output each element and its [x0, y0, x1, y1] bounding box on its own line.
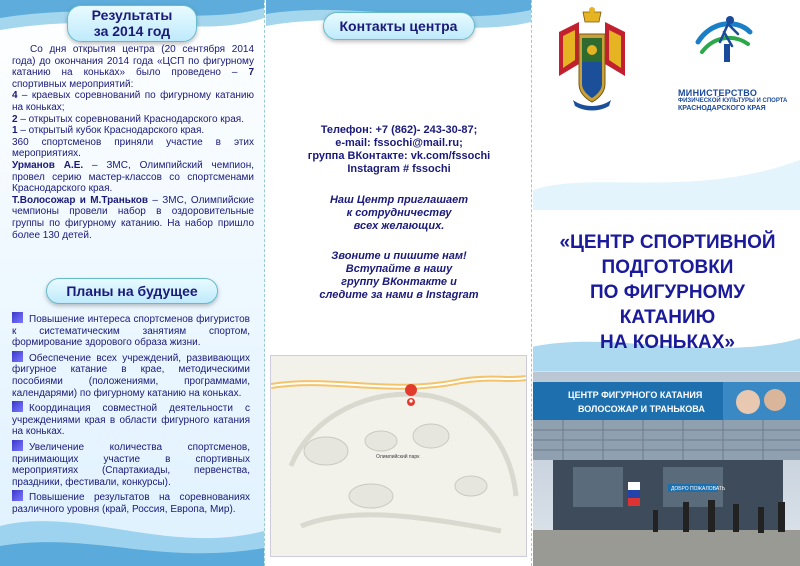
contacts-heading: Контакты центра: [323, 12, 475, 40]
results-p4-num: 1: [12, 125, 18, 137]
map-label-olympic-park: Олимпийский парк: [376, 454, 420, 460]
results-p1-count: 7: [248, 67, 254, 79]
plans-heading: Планы на будущее: [46, 278, 218, 304]
square-bullet-icon: [12, 351, 23, 362]
invite-line: Наш Центр приглашает: [329, 194, 469, 206]
ministry-name: [678, 88, 796, 112]
krasnodar-coat-of-arms-icon: [553, 4, 631, 114]
cover-title: [540, 230, 795, 355]
contact-email[interactable]: e-mail: fssochi@mail.ru;: [335, 137, 463, 149]
plans-list: [12, 312, 250, 516]
call-block: [266, 250, 532, 302]
cover-title-line: ПО ФИГУРНОМУ КАТАНИЮ: [590, 282, 745, 328]
welcome-sign: ДОБРО ПОЖАЛОВАТЬ: [671, 486, 726, 492]
plan-item: Увеличение количества спортсменов, принимающих участие в спортивных мероприятиях (Спартакиады, первенства, праздники, фестивали, конкурсы).: [12, 441, 250, 488]
ministry-sub2: КРАСНОДАРСКОГО КРАЯ: [678, 105, 766, 112]
results-p1: Со дня открытия центра (20 сентября 2014 года) до окончания 2014 года «ЦСП по фигурному катанию на коньках» было проведено –: [12, 44, 254, 79]
results-p2: – краевых соревнований по фигурному катанию на коньках;: [12, 90, 254, 113]
results-title-line2: за 2014 год: [93, 23, 171, 39]
square-bullet-icon: [12, 401, 23, 412]
square-bullet-icon: [12, 440, 23, 451]
ministry-title: МИНИСТЕРСТВО: [678, 88, 758, 98]
call-line: Звоните и пишите нам!: [331, 250, 467, 262]
ministry-sub1: ФИЗИЧЕСКОЙ КУЛЬТУРЫ И СПОРТА: [678, 98, 788, 104]
invite-line: всех желающих.: [353, 220, 445, 232]
top-wave-decoration: [533, 150, 800, 210]
invite-line: к сотрудничеству: [346, 207, 452, 219]
plan-item: Повышение результатов на соревнованиях различного уровня (край, Россия, Европа, Мир).: [12, 492, 250, 515]
results-p7-name: Т.Волосожар и М.Траньков: [12, 194, 149, 206]
banner-line1: ЦЕНТР ФИГУРНОГО КАТАНИЯ: [568, 390, 703, 400]
results-p3: – открытых соревнований Краснодарского края.: [17, 113, 244, 125]
results-text: [12, 44, 254, 241]
cover-title-line: ПОДГОТОВКИ: [601, 257, 734, 278]
results-p4: – открытый кубок Краснодарского края.: [17, 125, 205, 137]
contact-vk[interactable]: группа ВКонтакте: vk.com/fssochi: [307, 150, 491, 162]
call-line: Вступайте в нашу: [345, 263, 453, 275]
invite-block: [266, 194, 532, 233]
square-bullet-icon: [12, 490, 23, 501]
results-p2-num: 4: [12, 90, 18, 102]
results-p5: 360 спортсменов приняли участие в этих мероприятиях.: [12, 136, 254, 160]
results-p3-num: 2: [12, 113, 18, 125]
ministry-logo-icon: [690, 12, 760, 64]
results-heading: [67, 5, 197, 42]
call-line: следите за нами в Instagram: [319, 289, 479, 301]
contact-instagram[interactable]: Instagram # fssochi: [347, 163, 451, 175]
results-p7: – ЗМС, Олимпийские чемпионы провели набор в оздоровительные группы по фигурному катанию. На набор пришло более 130 детей.: [12, 194, 255, 241]
building-photo: [533, 372, 800, 566]
results-panel: [0, 0, 265, 566]
cover-title-line: НА КОНЬКАХ»: [599, 332, 736, 353]
results-p6-name: Урманов А.Е.: [12, 159, 84, 171]
call-line: группу ВКонтакте и: [341, 276, 457, 288]
banner-line2: ВОЛОСОЖАР И ТРАНЬКОВА: [578, 404, 705, 414]
cover-title-line: «ЦЕНТР СПОРТИВНОЙ: [559, 232, 776, 253]
results-p1-end: спортивных мероприятий:: [12, 78, 134, 90]
contact-phone: Телефон: +7 (862)- 243-30-87;: [320, 124, 478, 136]
plan-item: Повышение интереса спортсменов фигуристов к систематическим занятиям спортом, формирование здорового образа жизни.: [12, 314, 250, 349]
location-map: [270, 355, 527, 557]
plan-item: Координация совместной деятельности с учреждениями края в области фигурного катания на коньках.: [12, 403, 250, 438]
plan-item: Обеспечение всех учреждений, развивающих фигурное катание в крае, методическими пособиями (положениями, программами, календарями) по фигурному катанию на коньках.: [12, 352, 250, 399]
contacts-block: [266, 124, 532, 176]
results-title-line1: Результаты: [91, 7, 173, 23]
square-bullet-icon: [12, 312, 23, 323]
results-p6: – ЗМС, Олимпийский чемпион, провел серию мастер-классов со спортсменами Краснодарского края.: [12, 159, 254, 195]
